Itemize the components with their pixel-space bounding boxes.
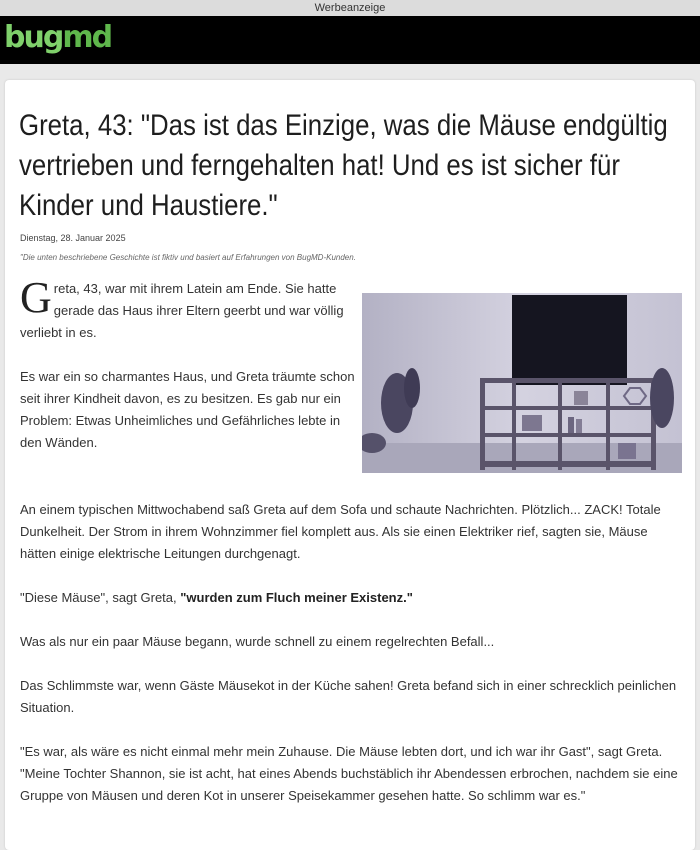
paragraph-4: "Diese Mäuse", sagt Greta, "wurden zum Fluch meiner Existenz." bbox=[20, 590, 413, 605]
brand-header bbox=[0, 16, 700, 64]
living-room-illustration bbox=[362, 293, 682, 473]
article-date: Dienstag, 28. Januar 2025 bbox=[20, 233, 126, 243]
ad-label-bar bbox=[0, 0, 700, 16]
paragraph-6: Das Schlimmste war, wenn Gäste Mäusekot in der Küche sahen! Greta befand sich in einer schrecklich peinlichen Situation. bbox=[20, 678, 677, 715]
ad-label: Werbeanzeige bbox=[314, 2, 386, 14]
paragraph-5: Was als nur ein paar Mäuse begann, wurde schnell zu einem regelrechten Befall... bbox=[20, 634, 495, 649]
intro-column bbox=[20, 273, 360, 454]
article-body bbox=[20, 499, 680, 829]
article-headline: Greta, 43: "Das ist das Einzige, was die Mäuse endgültig vertrieben und ferngehalten hat! Und es ist sicher für Kinder und Haustiere." bbox=[19, 109, 668, 222]
paragraph-7: "Es war, als wäre es nicht einmal mehr mein Zuhause. Die Mäuse lebten dort, und ich war ihr Gast", sagt Greta. "Meine Tochter Shannon, sie ist acht, hat eines Abends buchstäblich ihr Abendessen erbrochen, nachdem sie eine Gruppe von Mäusen und deren Kot in unserer Speisekammer gesehen hatte. So schlimm war es." bbox=[20, 744, 678, 803]
article-disclaimer: "Die unten beschriebene Geschichte ist fiktiv und basiert auf Erfahrungen von BugMD-Kunden. bbox=[20, 253, 356, 262]
intro-paragraph: Greta, 43, war mit ihrem Latein am Ende. Sie hatte gerade das Haus ihrer Eltern geerbt und war völlig verliebt in es. bbox=[20, 273, 344, 340]
brand-logo[interactable]: bugmd bbox=[4, 20, 112, 55]
quote-bold: "wurden zum Fluch meiner Existenz." bbox=[180, 590, 413, 605]
paragraph-2: Es war ein so charmantes Haus, und Greta träumte schon seit ihrer Kindheit davon, es zu besitzen. Es gab nur ein Problem: Etwas Unheimliches und Gefährliches lebte in den Wänden. bbox=[20, 369, 355, 450]
living-room-image bbox=[362, 293, 682, 473]
paragraph-3: An einem typischen Mittwochabend saß Greta auf dem Sofa und schaute Nachrichten. Plötzlich... ZACK! Totale Dunkelheit. Der Strom in ihrem Wohnzimmer fiel komplett aus. Als sie einen Elektriker rief, sagten sie, Mäuse hätten einige elektrische Leitungen durchgenagt. bbox=[20, 502, 661, 561]
drop-cap: G bbox=[20, 273, 52, 322]
